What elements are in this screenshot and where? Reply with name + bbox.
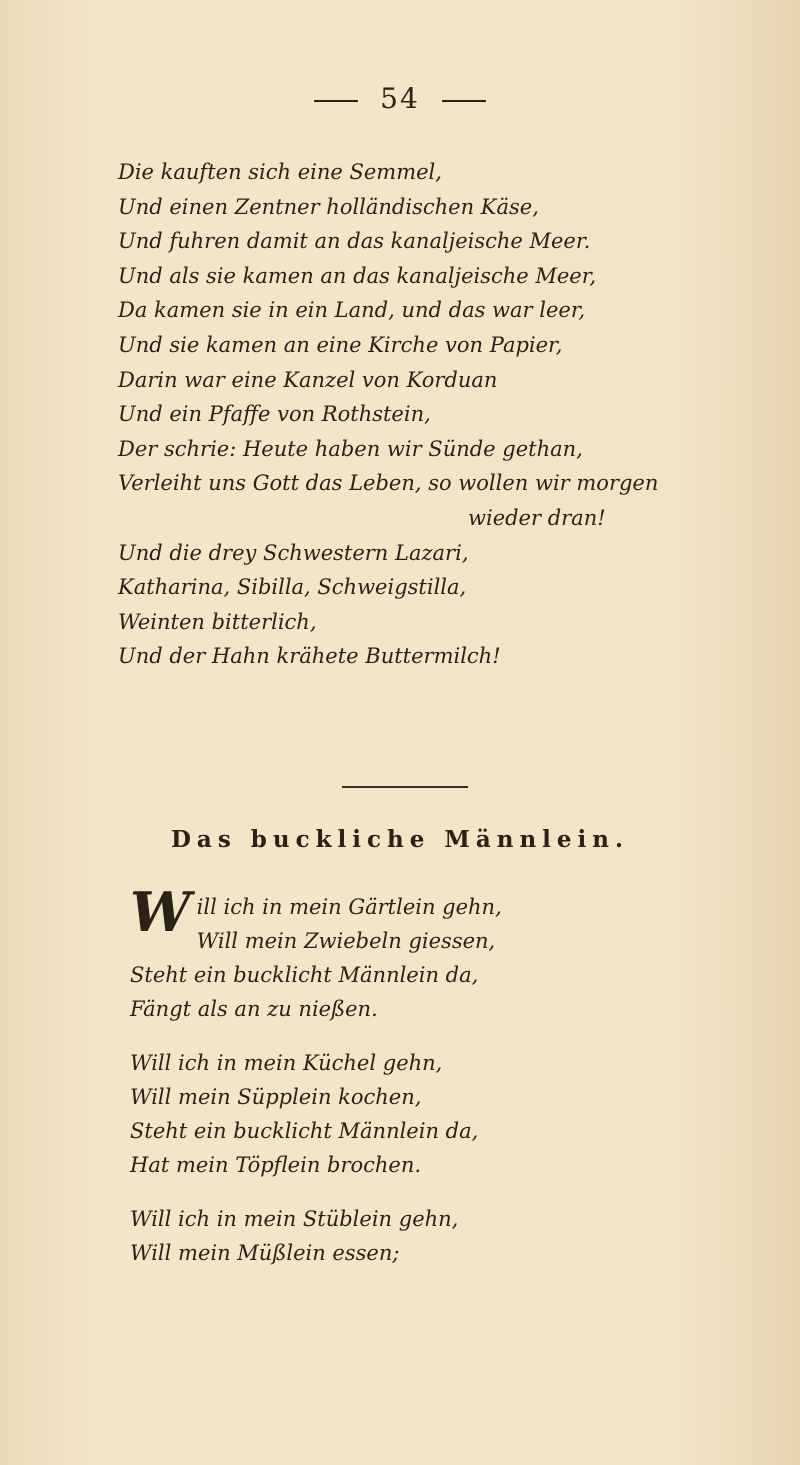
poem-line: Und als sie kamen an das kanaljeische Meer, <box>118 263 597 288</box>
header-dash-left <box>314 100 358 102</box>
poem-line-continued: wieder dran! <box>468 505 606 530</box>
poem-line: Und einen Zentner holländischen Käse, <box>118 194 539 219</box>
drop-cap: W <box>130 880 191 944</box>
poem-line: Steht ein bucklicht Männlein da, <box>130 1119 479 1143</box>
header-dash-right <box>442 100 486 102</box>
poem-line: Katharina, Sibilla, Schweigstilla, <box>118 575 467 600</box>
poem-line-text: ill ich in mein Gärtlein gehn, <box>196 895 502 919</box>
poem-line: Weinten bitterlich, <box>118 609 317 634</box>
stanza <box>130 1046 750 1182</box>
poem-line: Und ein Pfaffe von Rothstein, <box>118 402 431 427</box>
poem-line: Will ich in mein Stüblein gehn, <box>130 1207 459 1231</box>
section-divider <box>342 786 468 788</box>
poem-line: Steht ein bucklicht Männlein da, <box>130 963 479 987</box>
poem-body <box>130 880 750 1290</box>
poem-line: Da kamen sie in ein Land, und das war leer, <box>118 298 586 323</box>
poem-line: Will mein Müßlein essen; <box>130 1241 400 1265</box>
poem-continuation <box>118 155 758 674</box>
poem-line: Die kauften sich eine Semmel, <box>118 160 442 184</box>
page-number: 54 <box>380 82 420 115</box>
poem-line: Will ich in mein Küchel gehn, <box>130 1051 443 1075</box>
poem-line: Und sie kamen an eine Kirche von Papier, <box>118 332 563 357</box>
stanza <box>130 880 750 1026</box>
poem-line: Und fuhren damit an das kanaljeische Meer. <box>118 229 591 254</box>
poem-line: Der schrie: Heute haben wir Sünde gethan, <box>118 436 583 461</box>
poem-line: Fängt als an zu nießen. <box>130 997 378 1021</box>
poem-line: Und der Hahn krähete Buttermilch! <box>118 644 501 669</box>
poem-line: Und die drey Schwestern Lazari, <box>118 540 469 565</box>
poem-title: Das buckliche Männlein. <box>170 826 630 853</box>
poem-line: Will mein Süpplein kochen, <box>130 1085 422 1109</box>
poem-line: Verleiht uns Gott das Leben, so wollen wir morgen <box>118 471 659 496</box>
stanza <box>130 1202 750 1270</box>
poem-line: Darin war eine Kanzel von Korduan <box>118 367 498 392</box>
page-header <box>0 82 800 115</box>
poem-line: Hat mein Töpflein brochen. <box>130 1153 422 1177</box>
poem-line: Will mein Zwiebeln giessen, <box>196 929 496 953</box>
